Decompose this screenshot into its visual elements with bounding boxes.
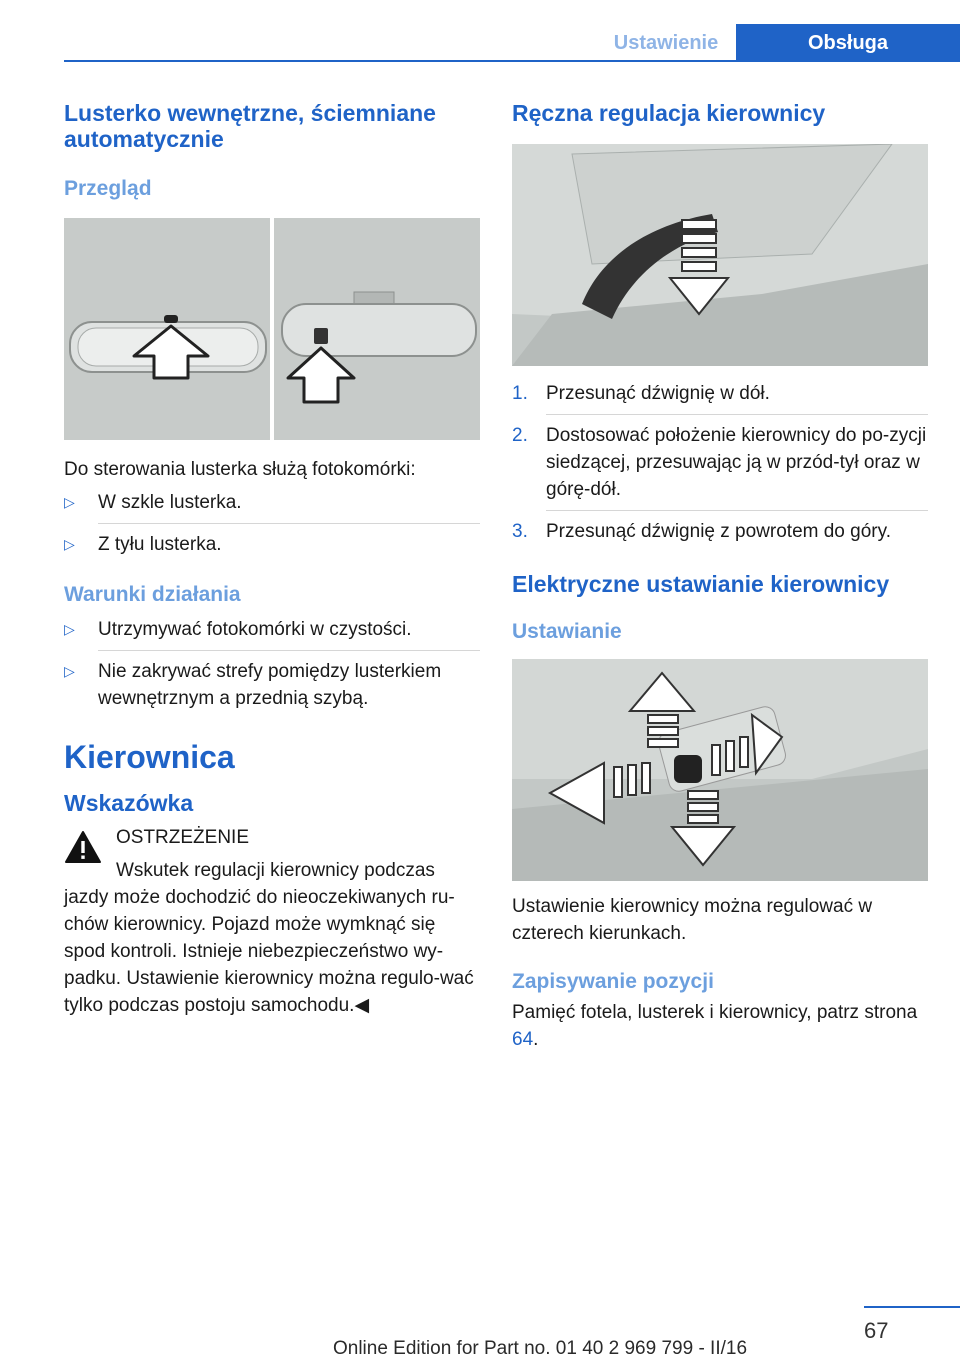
note-heading: Wskazówka (64, 790, 194, 816)
footer-rule (864, 1306, 960, 1308)
sensor-list (64, 489, 480, 558)
left-column (64, 100, 480, 1019)
section-title-kierownica: Kierownica (64, 739, 235, 775)
mirror-title: Lusterko wewnętrzne, ściemniane automatycznie (64, 100, 436, 152)
electric-adjust-title: Elektryczne ustawianie kierownicy (512, 571, 890, 597)
conditions-heading: Warunki działania (64, 583, 241, 606)
page-link-64[interactable]: 64 (512, 1029, 534, 1050)
save-position-heading: Zapisywanie pozycji (512, 970, 714, 993)
right-column (512, 100, 928, 1053)
list-item: ▷ Utrzymywać fotokomórki w czystości. (64, 616, 480, 643)
warning-text: Wskutek regulacji kierownicy podczas jazdy może dochodzić do nieoczekiwanych ru-chów kierownicy. Pojazd może wymknąć się spod kontroli. Istnieje niebezpieczeństwo wy-padku. Ustawienie kierownicy można regulo-wać tylko podczas postoju samochodu.◀ (64, 860, 474, 1016)
list-item: 2. Dostosować położenie kierownicy do po-zycji siedzącej, przesuwając ją w przód-tył oraz w górę-dół. (512, 425, 927, 500)
conditions-list (64, 616, 480, 712)
adjust-text: Ustawienie kierownicy można regulować w czterech kierunkach. (512, 896, 873, 944)
list-item: ▷ Nie zakrywać strefy pomiędzy lusterkiem wewnętrznym a przednią szybą. (64, 658, 480, 712)
joystick-figure (512, 659, 928, 881)
adjust-heading: Ustawianie (512, 620, 622, 643)
bullet-triangle-icon: ▷ (64, 621, 75, 637)
list-item: ▷ W szkle lusterka. (64, 489, 480, 516)
lever-figure (512, 144, 928, 366)
list-item: ▷ Z tyłu lusterka. (64, 531, 480, 558)
list-item: 1. Przesunąć dźwignię w dół. (512, 383, 770, 404)
bullet-triangle-icon: ▷ (64, 536, 75, 552)
bullet-triangle-icon: ▷ (64, 663, 75, 679)
list-item: 3. Przesunąć dźwignię z powrotem do góry. (512, 521, 891, 542)
manual-adjust-title: Ręczna regulacja kierownicy (512, 100, 826, 126)
overview-heading: Przegląd (64, 177, 152, 200)
save-position-text: Pamięć fotela, lusterek i kierownicy, patrz strona 64. (512, 1002, 918, 1050)
warning-block (64, 824, 480, 1019)
mirror-intro: Do sterowania lusterka służą fotokomórki: (64, 459, 416, 480)
manual-steps (512, 380, 928, 545)
warning-label: OSTRZEŻENIE (116, 827, 250, 848)
footer-edition: Online Edition for Part no. 01 40 2 969 799 - II/16 (332, 1338, 748, 1359)
bullet-triangle-icon: ▷ (64, 494, 75, 510)
page-number: 67 (864, 1318, 889, 1343)
header-tab-obsluga[interactable]: Obsługa (736, 24, 960, 62)
warning-triangle-icon (64, 830, 102, 864)
header-tab-ustawienie[interactable]: Ustawienie (613, 31, 719, 54)
mirror-figure (64, 218, 480, 440)
header-rule (64, 60, 960, 62)
